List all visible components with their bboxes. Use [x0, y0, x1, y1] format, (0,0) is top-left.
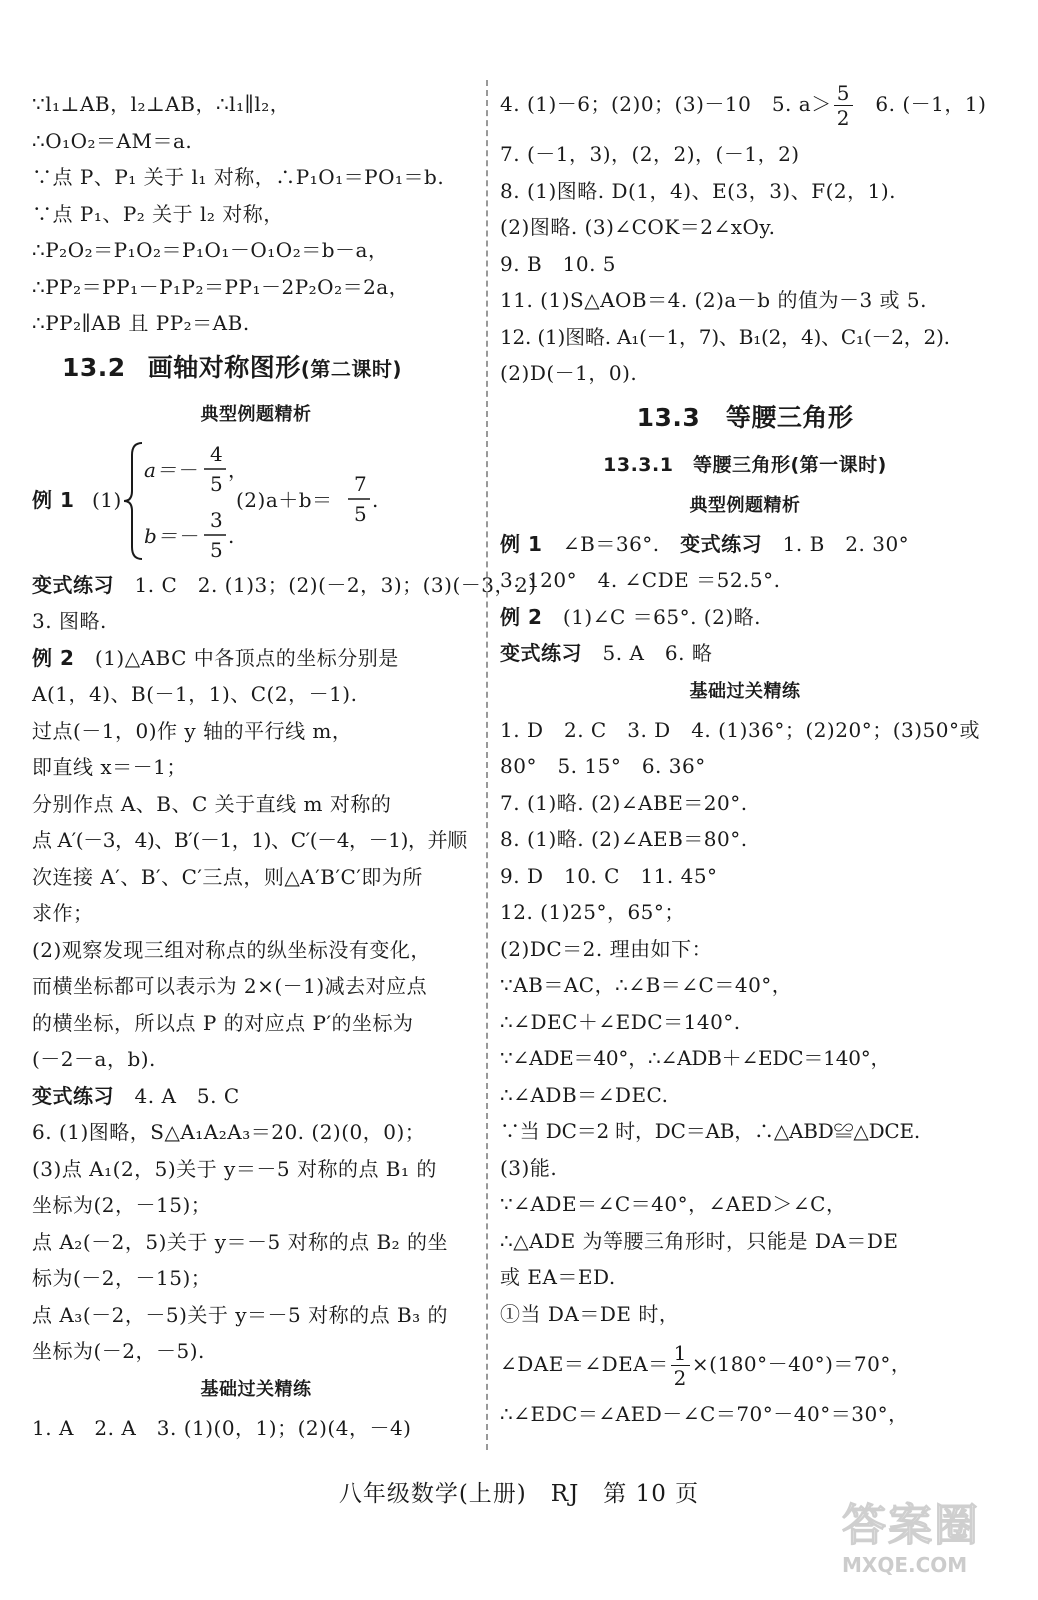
inline-fraction: $\frac{1}{2}$ [671, 1341, 690, 1390]
answer-line: 9. D 10. C 11. 45° [500, 863, 718, 888]
answer-line: (2)D(－1，0). [500, 361, 638, 385]
answer-line: 点 A₂(－2，5)关于 y＝－5 对称的点 B₂ 的坐 [32, 1229, 449, 1254]
example-1-formula [32, 435, 480, 567]
answer-line: ①当 DA＝DE 时， [500, 1301, 680, 1326]
answer-line: (3)能. [500, 1155, 558, 1180]
case-a-denominator: 5 [210, 471, 224, 496]
answer-line: 3. 图略. [32, 609, 107, 633]
example-1-part1: (1) [92, 487, 122, 512]
answer-line: 1. D 2. C 3. D 4. (1)36°；(2)20°；(3)50°或 [500, 717, 980, 742]
answer-line: 11. (1)S△AOB＝4. (2)a－b 的值为－3 或 5. [500, 288, 927, 312]
watermark-logo-text: 答案圈 [842, 1500, 980, 1551]
watermark-url: MXQE.COM [842, 1553, 968, 1577]
answer-line: A(1，4)、B(－1，1)、C(2，－1). [32, 682, 358, 706]
answer-line: (－2－a，b). [32, 1047, 156, 1071]
proof-line: ∴P₂O₂＝P₁O₂＝P₁O₁－O₁O₂＝b－a， [32, 238, 389, 262]
answer-line: 6. (1)图略，S△A₁A₂A₃＝20. (2)(0，0)； [32, 1120, 426, 1144]
part2-denominator: 5 [354, 501, 368, 526]
answer-line: ∵当 DC＝2 时，DC＝AB，∴△ABD≌△DCE. [500, 1119, 921, 1143]
answer-line: (2)图略. (3)∠COK＝2∠xOy. [500, 215, 776, 239]
answer-line: ∵∠ADE＝∠C＝40°，∠AED＞∠C， [500, 1192, 847, 1216]
answer-line: 过点(－1，0)作 y 轴的平行线 m， [32, 718, 353, 743]
part2-end: . [372, 487, 379, 512]
example-2-line: 例 2 (1)△ABC 中各顶点的坐标分别是 [32, 645, 399, 670]
case-b-numerator: 3 [210, 507, 224, 532]
answer-line: 次连接 A′、B′、C′三点，则△A′B′C′即为所 [32, 864, 423, 889]
case-a-numerator: 4 [210, 441, 224, 466]
answer-line: ∴∠DEC＋∠EDC＝140°. [500, 1009, 741, 1034]
answer-line: 12. (1)图略. A₁(－1，7)、B₁(2，4)、C₁(－2，2). [500, 324, 950, 349]
answer-line: ∴∠ADB＝∠DEC. [500, 1082, 669, 1107]
example-1-label: 例 1 [32, 487, 75, 512]
basic-practice-heading: 基础过关精练 [689, 680, 801, 702]
answer-line: 标为(－2，－15)； [32, 1266, 212, 1290]
answer-line: (3)点 A₁(2，5)关于 y＝－5 对称的点 B₁ 的 [32, 1156, 437, 1181]
answer-line: 求作； [32, 901, 94, 925]
left-brace-icon [124, 443, 142, 559]
answer-line: 点 A′(－3，4)、B′(－1，1)、C′(－4，－1)，并顺 [32, 828, 467, 852]
case-b-end: . [228, 523, 235, 548]
answer-line: 7. (1)略. (2)∠ABE＝20°. [500, 790, 748, 815]
answer-line: 坐标为(－2，－5). [32, 1339, 205, 1363]
answer-line: 8. (1)图略. D(1，4)、E(3，3)、F(2，1). [500, 178, 897, 203]
part2-numerator: 7 [354, 471, 368, 496]
answer-line: 或 EA＝ED. [500, 1265, 616, 1289]
right-column [500, 81, 990, 1433]
column-divider [486, 80, 488, 1450]
basic-practice-heading: 基础过关精练 [200, 1378, 312, 1400]
answer-line: 而横坐标都可以表示为 2×(－1)减去对应点 [32, 974, 428, 998]
typical-examples-heading: 典型例题精析 [200, 403, 312, 425]
section-heading-13-3-1: 13.3.1 等腰三角形(第一课时) [603, 453, 887, 476]
typical-examples-heading: 典型例题精析 [689, 494, 801, 516]
answer-line: ∵AB＝AC，∴∠B＝∠C＝40°， [500, 973, 793, 997]
page-footer: 八年级数学(上册) RJ 第 10 页 [338, 1481, 700, 1507]
answer-line: 12. (1)25°，65°； [500, 900, 685, 924]
answer-line: 9. B 10. 5 [500, 251, 617, 276]
example-1-part2: (2)a＋b＝ [236, 487, 333, 512]
answer-line: 1. A 2. A 3. (1)(0，1)；(2)(4，－4) [32, 1415, 412, 1440]
answer-line: 3. 120° 4. ∠CDE ＝52.5°. [500, 568, 781, 592]
proof-line: ∴PP₂∥AB 且 PP₂＝AB. [32, 311, 250, 335]
example-1-answer [32, 435, 480, 567]
proof-line: ∵l₁⊥AB，l₂⊥AB，∴l₁∥l₂， [32, 92, 291, 116]
answer-line: 的横坐标，所以点 P 的对应点 P′的坐标为 [32, 1010, 414, 1035]
answer-line: (2)DC＝2. 理由如下： [500, 936, 713, 961]
example-1-answer: 例 1 ∠B＝36°. 变式练习 1. B 2. 30° [500, 531, 910, 556]
answer-line: 分别作点 A、B、C 关于直线 m 对称的 [32, 791, 392, 816]
inline-fraction: $\frac{5}{2}$ [834, 81, 853, 130]
answer-line: 80° 5. 15° 6. 36° [500, 754, 706, 778]
proof-line: ∵点 P₁、P₂ 关于 l₂ 对称， [32, 201, 284, 226]
answer-line: 坐标为(2，－15)； [32, 1193, 212, 1217]
answer-line-with-fraction: 4. (1)－6；(2)0；(3)－10 5. a＞ $\frac{5}{2}$ 6. (－1，1) [500, 81, 987, 130]
answer-line-with-fraction: ∠DAE＝∠DEA＝ $\frac{1}{2}$ ×(180°－40°)＝70°， [500, 1341, 912, 1390]
proof-line: ∵点 P、P₁ 关于 l₁ 对称，∴P₁O₁＝PO₁＝b. [32, 165, 445, 189]
case-b-denominator: 5 [210, 537, 224, 562]
example-2-answer: 例 2 (1)∠C ＝65°. (2)略. [500, 604, 761, 629]
case-a-lhs: a＝－ [144, 457, 198, 482]
answer-line: 7. (－1，3)，(2，2)，(－1，2) [500, 142, 800, 166]
variant-practice-2: 变式练习 4. A 5. C [32, 1083, 240, 1108]
proof-line: ∴O₁O₂＝AM＝a. [32, 128, 193, 153]
section-heading-13-3: 13.3 等腰三角形 [636, 402, 854, 432]
proof-line: ∴PP₂＝PP₁－P₁P₂＝PP₁－2P₂O₂＝2a， [32, 274, 410, 299]
variant-practice-1: 变式练习 1. C 2. (1)3；(2)(－2，3)；(3)(－3，2) [32, 572, 537, 597]
answer-line: 即直线 x＝－1； [32, 755, 187, 779]
watermark-logo [842, 1500, 1020, 1584]
answer-line: ∴△ADE 为等腰三角形时，只能是 DA＝DE [500, 1228, 899, 1253]
case-a-end: ， [228, 457, 249, 482]
answer-line: (2)观察发现三组对称点的纵坐标没有变化， [32, 937, 431, 962]
case-b-lhs: b＝－ [144, 523, 199, 548]
answer-line: 8. (1)略. (2)∠AEB＝80°. [500, 827, 748, 851]
section-heading-13-2: 13.2 画轴对称图形(第二课时) [62, 352, 402, 382]
answer-line: ∵∠ADE＝40°，∴∠ADB＋∠EDC＝140°， [500, 1046, 891, 1070]
answer-line: 点 A₃(－2，－5)关于 y＝－5 对称的点 B₃ 的 [32, 1302, 449, 1327]
variant-practice: 变式练习 5. A 6. 略 [500, 641, 713, 665]
answer-line: ∴∠EDC＝∠AED－∠C＝70°－40°＝30°， [500, 1402, 909, 1426]
